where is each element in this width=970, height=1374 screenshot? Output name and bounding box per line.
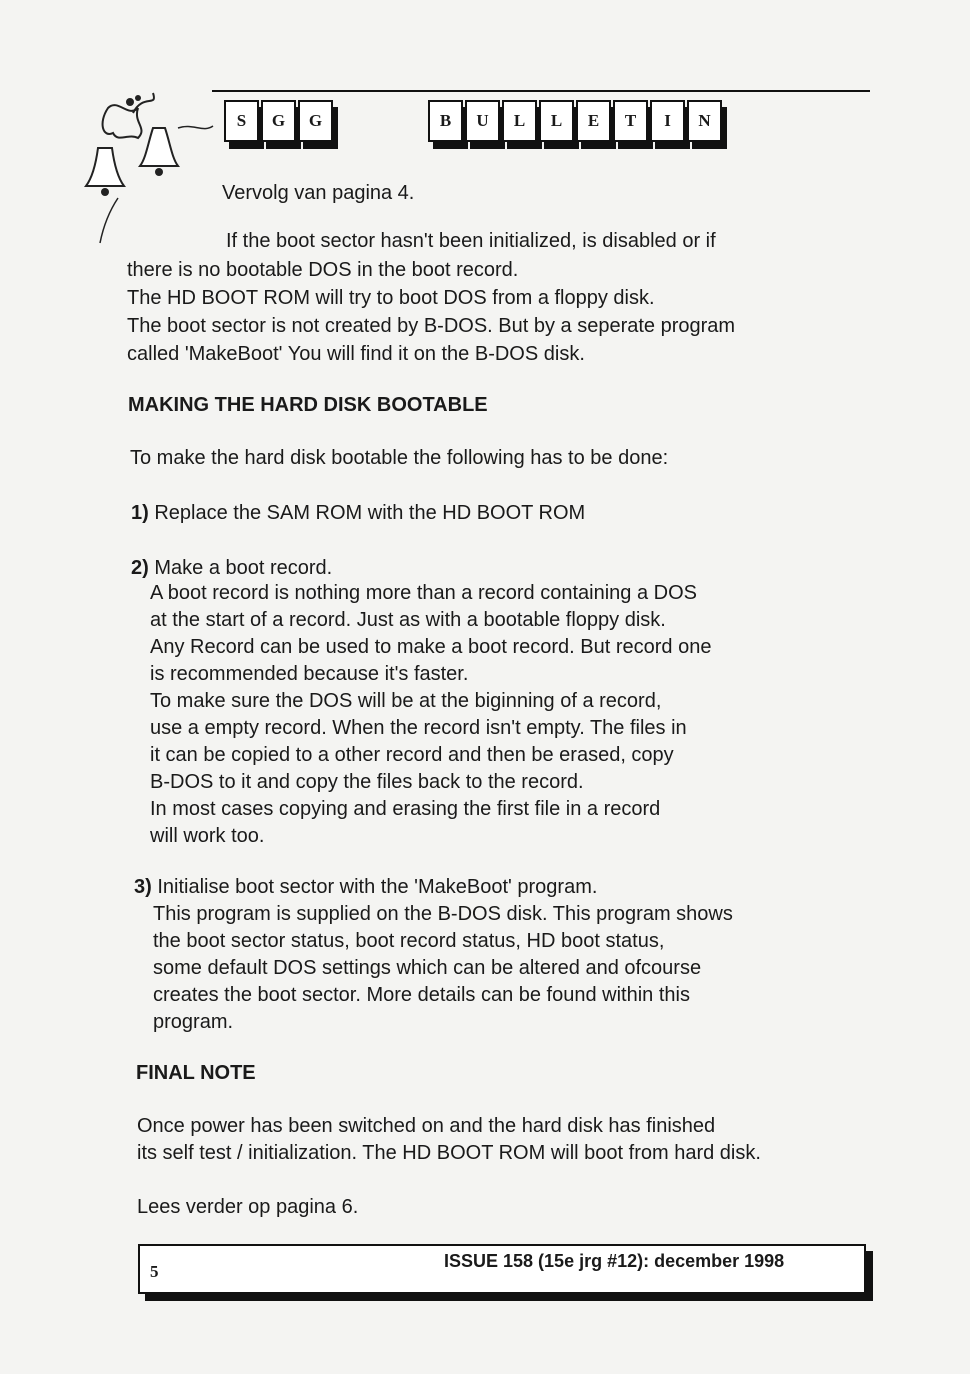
step-line: Any Record can be used to make a boot record. But record one: [150, 636, 712, 658]
step-line: This program is supplied on the B-DOS disk. This program shows: [153, 903, 733, 925]
step-line: it can be copied to a other record and then be erased, copy: [150, 744, 674, 766]
step-2: [131, 555, 332, 582]
logo-letter: S: [224, 100, 259, 142]
step-number: 1): [131, 502, 149, 524]
section-heading: MAKING THE HARD DISK BOOTABLE: [128, 394, 488, 416]
intro-line: If the boot sector hasn't been initialized, is disabled or if: [226, 230, 716, 252]
logo-letter: N: [687, 100, 722, 142]
step-line: use a empty record. When the record isn't empty. The files in: [150, 717, 687, 739]
step-line: is recommended because it's faster.: [150, 663, 469, 685]
step-line: program.: [153, 1011, 234, 1033]
bulletin-logo: [428, 100, 724, 156]
step-line: A boot record is nothing more than a record containing a DOS: [150, 582, 697, 604]
sgg-logo: [224, 100, 335, 156]
step-line: B-DOS to it and copy the files back to the record.: [150, 771, 584, 793]
step-line: will work too.: [150, 825, 265, 847]
step-1: [131, 500, 585, 527]
step-line: To make sure the DOS will be at the biginning of a record,: [150, 690, 662, 712]
final-line: its self test / initialization. The HD BOOT ROM will boot from hard disk.: [137, 1142, 761, 1164]
intro-line: The HD BOOT ROM will try to boot DOS from a floppy disk.: [127, 287, 655, 309]
intro-line: called 'MakeBoot' You will find it on the B-DOS disk.: [127, 343, 585, 365]
final-note-heading: FINAL NOTE: [136, 1062, 256, 1084]
step-3: [134, 874, 597, 901]
continued-from: Vervolg van pagina 4.: [222, 182, 415, 204]
steps-intro: To make the hard disk bootable the following has to be done:: [130, 447, 669, 469]
step-number: 2): [131, 557, 149, 579]
step-title: Initialise boot sector with the 'MakeBoot' program.: [157, 876, 598, 898]
continue-to: Lees verder op pagina 6.: [137, 1196, 359, 1218]
page-number: 5: [150, 1262, 159, 1281]
intro-line: The boot sector is not created by B-DOS. But by a seperate program: [127, 315, 736, 337]
logo-letter: L: [539, 100, 574, 142]
logo-letter: I: [650, 100, 685, 142]
step-line: some default DOS settings which can be altered and ofcourse: [153, 957, 702, 979]
step-title: Replace the SAM ROM with the HD BOOT ROM: [154, 502, 586, 524]
step-title: Make a boot record.: [154, 557, 333, 579]
step-line: creates the boot sector. More details can be found within this: [153, 984, 690, 1006]
step-number: 3): [134, 876, 152, 898]
issue-label: ISSUE 158 (15e jrg #12): december 1998: [444, 1251, 785, 1271]
christmas-bells-icon: [78, 88, 218, 248]
logo-letter: U: [465, 100, 500, 142]
logo-letter: L: [502, 100, 537, 142]
intro-line: there is no bootable DOS in the boot record.: [127, 259, 519, 281]
step-line: In most cases copying and erasing the first file in a record: [150, 798, 661, 820]
header-rule: [212, 90, 870, 92]
step-line: the boot sector status, boot record status, HD boot status,: [153, 930, 665, 952]
logo-letter: G: [298, 100, 333, 142]
final-line: Once power has been switched on and the hard disk has finished: [137, 1115, 716, 1137]
logo-letter: B: [428, 100, 463, 142]
logo-letter: G: [261, 100, 296, 142]
step-line: at the start of a record. Just as with a bootable floppy disk.: [150, 609, 666, 631]
logo-letter: T: [613, 100, 648, 142]
logo-letter: E: [576, 100, 611, 142]
